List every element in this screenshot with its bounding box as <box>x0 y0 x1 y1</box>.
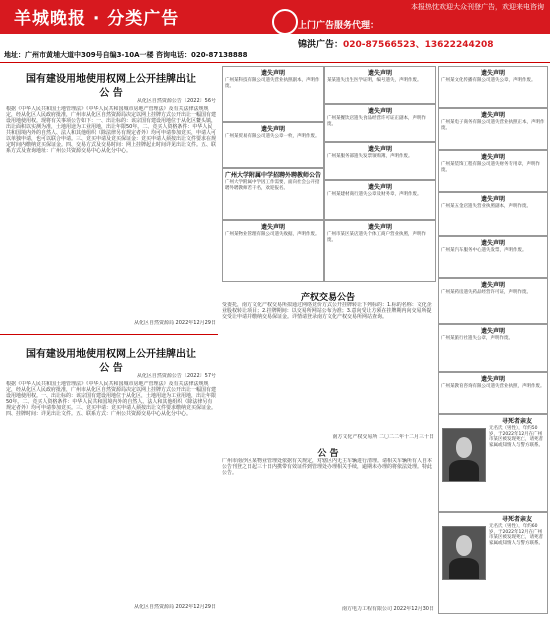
notice-10 <box>438 108 548 150</box>
header-slogan: 本报热忱欢迎大众刊登广告，欢迎来电咨询 <box>411 3 544 11</box>
notice-8 <box>222 168 324 220</box>
notice-title: 遗失声明 <box>480 376 505 383</box>
notice-title: 遗失声明 <box>367 108 392 115</box>
article-2-body: 根据《中华人民共和国土地管理法》《中华人民共和国城市房地产管理法》及有关法律法规规定，经从化区人民政府批准，广州市从化区自然资源局决定以网上挂牌方式公开出让一幅国有建设用地使用权。一、出让标的：该宗国有建设用地位于从化区，土地用途为工业用地，出让年限50年。二、竞买人资格条件：中华人民共和国境内外的自然人、法人和其他组织（除法律另有规定者外）均可申请参加竞买。三、竞买申请：竞买申请人须按出让文件要求缴纳竞买保证金。四、挂牌时间：详见出让文件。五、联系方式：广州公共资源交易中心从化分中心。 <box>6 381 216 417</box>
article-4-body: 广州市南沙区某物业管理处依据有关规定，对辖区内无主车辆进行清理。请相关车辆所有人自本公告刊登之日起三十日内携带有效证件到管理处办理相关手续，逾期未办理的将依法处理。特此公告。 <box>222 458 433 476</box>
article-2-footer: 从化区自然资源局 2022年12月29日 <box>133 604 216 610</box>
article-3-footer: 南方文化产权交易所 二〇二二年十二月三十日 <box>332 434 434 440</box>
notice-body: 广州某服务部遗失发票领购簿，声明作废。 <box>327 154 413 159</box>
notice-title: 遗失声明 <box>367 224 392 231</box>
notice-body: 某某遗失出生医学证明，编号遗失，声明作废。 <box>327 78 422 83</box>
notice-body: 广州某药房遗失药品经营许可证，声明作废。 <box>441 290 531 295</box>
service-hotline <box>298 37 494 50</box>
service-agent-title: 上门广告服务代理： <box>298 21 380 31</box>
notice-title: 遗失声明 <box>367 70 392 77</box>
article-1-body: 根据《中华人民共和国土地管理法》《中华人民共和国城市房地产管理法》及有关法律法规规定，经从化区人民政府批准，广州市从化区自然资源局决定以网上挂牌方式公开出让一幅国有建设用地使用权。现将有关事项公告如下：一、出让标的：该宗国有建设用地位于从化区鳌头镇，出让面积以实测为准，土地用途为工业用地，出让年限50年。二、竞买人资格条件：中华人民共和国境内外的自然人、法人和其他组织（除法律另有规定者外）均可申请参加竞买，申请人可以单独申请，也可以联合申请。三、竞买申请及竞买保证金：竞买申请人须按出让文件要求在规定时间内缴纳竞买保证金。四、交易方式及交易时间：网上挂牌起止时间详见出让文件。五、联系方式及查询地址：广州公共资源交易中心从化分中心。 <box>6 106 216 154</box>
article-1-subtitle: 公 告 <box>99 88 123 99</box>
header-address: 地址：广州市黄埔大道中309号自编3-10A一楼 咨询电话：020-87138888 <box>4 51 248 59</box>
notice-body: 广州某建材商行遗失公章及财务章，声明作废。 <box>327 192 422 197</box>
notice-title: 遗失声明 <box>367 184 392 191</box>
article-2-title: 国有建设用地使用权网上公开挂牌出让 <box>26 349 196 360</box>
notice-title: 遗失声明 <box>480 240 505 247</box>
article-1-footer: 从化区自然资源局 2022年12月29日 <box>133 320 216 326</box>
notice-body: 广州大学附属中学因工作需要，面向社会公开招聘外聘教师若干名，欢迎报名。 <box>225 180 320 191</box>
notice-body: 广州某电子商务有限公司遗失营业执照正本，声明作废。 <box>441 120 545 131</box>
article-1-ref: 从化区自然资源公告〔2022〕56号 <box>136 98 216 104</box>
notice-15 <box>438 324 548 372</box>
notice-body: 广州某教育咨询有限公司遗失营业执照，声明作废。 <box>441 384 545 389</box>
notice-body: 广州某贸易有限公司遗失公章一枚，声明作废。 <box>225 134 320 139</box>
notice-title: 遗失声明 <box>260 70 285 77</box>
location-pin-icon <box>272 9 298 35</box>
newspaper-logo: 羊城晚报 · 分类广告 <box>14 9 180 29</box>
notice-16 <box>438 372 548 414</box>
notice-body: 广州某汽车服务中心遗失发票，声明作废。 <box>441 248 527 253</box>
notice-9 <box>438 66 548 108</box>
notice-body: 无名氏（男性），年约60岁，于2022年12月在广州市某区被发现死亡，请死者家属或知情人与警方联系。 <box>489 524 543 546</box>
notice-13 <box>438 236 548 278</box>
article-4-title: 公 告 <box>317 449 339 459</box>
notice-4 <box>324 142 436 180</box>
notice-3 <box>324 104 436 142</box>
notice-title: 遗失声明 <box>480 154 505 161</box>
notice-title: 遗失声明 <box>367 146 392 153</box>
notice-0 <box>222 66 324 122</box>
notice-body: 广州某旅行社遗失公章，声明作废。 <box>441 336 513 341</box>
notice-body: 广州某装饰工程有限公司遗失财务专用章，声明作废。 <box>441 162 540 173</box>
notice-1 <box>222 122 324 168</box>
notice-body: 广州某物业管理有限公司遗失收据，声明作废。 <box>225 232 320 237</box>
notice-title: 遗失声明 <box>480 328 505 335</box>
column-divider <box>0 334 218 335</box>
deceased-photo <box>442 526 486 580</box>
notice-title: 遗失声明 <box>260 126 285 133</box>
article-3-body: 受委托，南方文化产权交易所拟通过网络竞价方式公开挂牌转让下列标的：1.标的名称：文化企业股权转让项目；2.挂牌期间：以交易所网站公布为准；3.意向受让方须在挂牌期内向交易所提交受让申请并缴纳交易保证金。详情请登录南方文化产权交易所网站查询。 <box>222 302 432 320</box>
notice-body: 广州某五金店遗失营业执照副本，声明作废。 <box>441 204 531 209</box>
notice-body: 广州某文化传播有限公司遗失公章，声明作废。 <box>441 78 536 83</box>
header-divider <box>0 62 550 63</box>
notice-11 <box>438 150 548 192</box>
notice-title: 遗失声明 <box>480 282 505 289</box>
notice-title: 遗失声明 <box>480 70 505 77</box>
notice-12 <box>438 192 548 236</box>
notice-body: 广州某科技有限公司遗失营业执照副本，声明作废。 <box>225 78 320 89</box>
notice-5 <box>324 180 436 220</box>
article-2-ref: 从化区自然资源公告〔2022〕57号 <box>136 373 216 379</box>
service-agent-name: 锦洪广告： <box>298 40 344 50</box>
service-agent-phones: 020-87566523、13622244208 <box>343 40 494 50</box>
notice-title: 广州大学附属中学招聘外聘教师公告 <box>224 172 321 179</box>
article-4-footer: 南方电力工程有限公司 2022年12月30日 <box>341 606 434 612</box>
article-1-title: 国有建设用地使用权网上公开挂牌出让 <box>26 74 196 85</box>
notice-7 <box>324 220 436 282</box>
notice-title: 寻死者亲友 <box>501 418 532 425</box>
article-2-subtitle: 公 告 <box>99 363 123 374</box>
notice-title: 遗失声明 <box>260 224 285 231</box>
header-banner <box>0 0 550 34</box>
notice-14 <box>438 278 548 324</box>
notice-body: 广州市某区某店遗失个体工商户营业执照，声明作废。 <box>327 232 426 243</box>
notice-body: 无名氏（男性），年约50岁，于2022年12月在广州市某区被发现死亡，请死者家属或知情人与警方联系。 <box>489 426 543 448</box>
deceased-photo <box>442 428 486 482</box>
notice-2 <box>324 66 436 104</box>
notice-6 <box>222 220 324 282</box>
notice-title: 遗失声明 <box>480 196 505 203</box>
notice-body: 广州某餐饮店遗失食品经营许可证正副本，声明作废。 <box>327 116 426 127</box>
notice-title: 遗失声明 <box>480 112 505 119</box>
article-3-title: 产权交易公告 <box>300 293 355 303</box>
notice-title: 寻死者亲友 <box>501 516 532 523</box>
